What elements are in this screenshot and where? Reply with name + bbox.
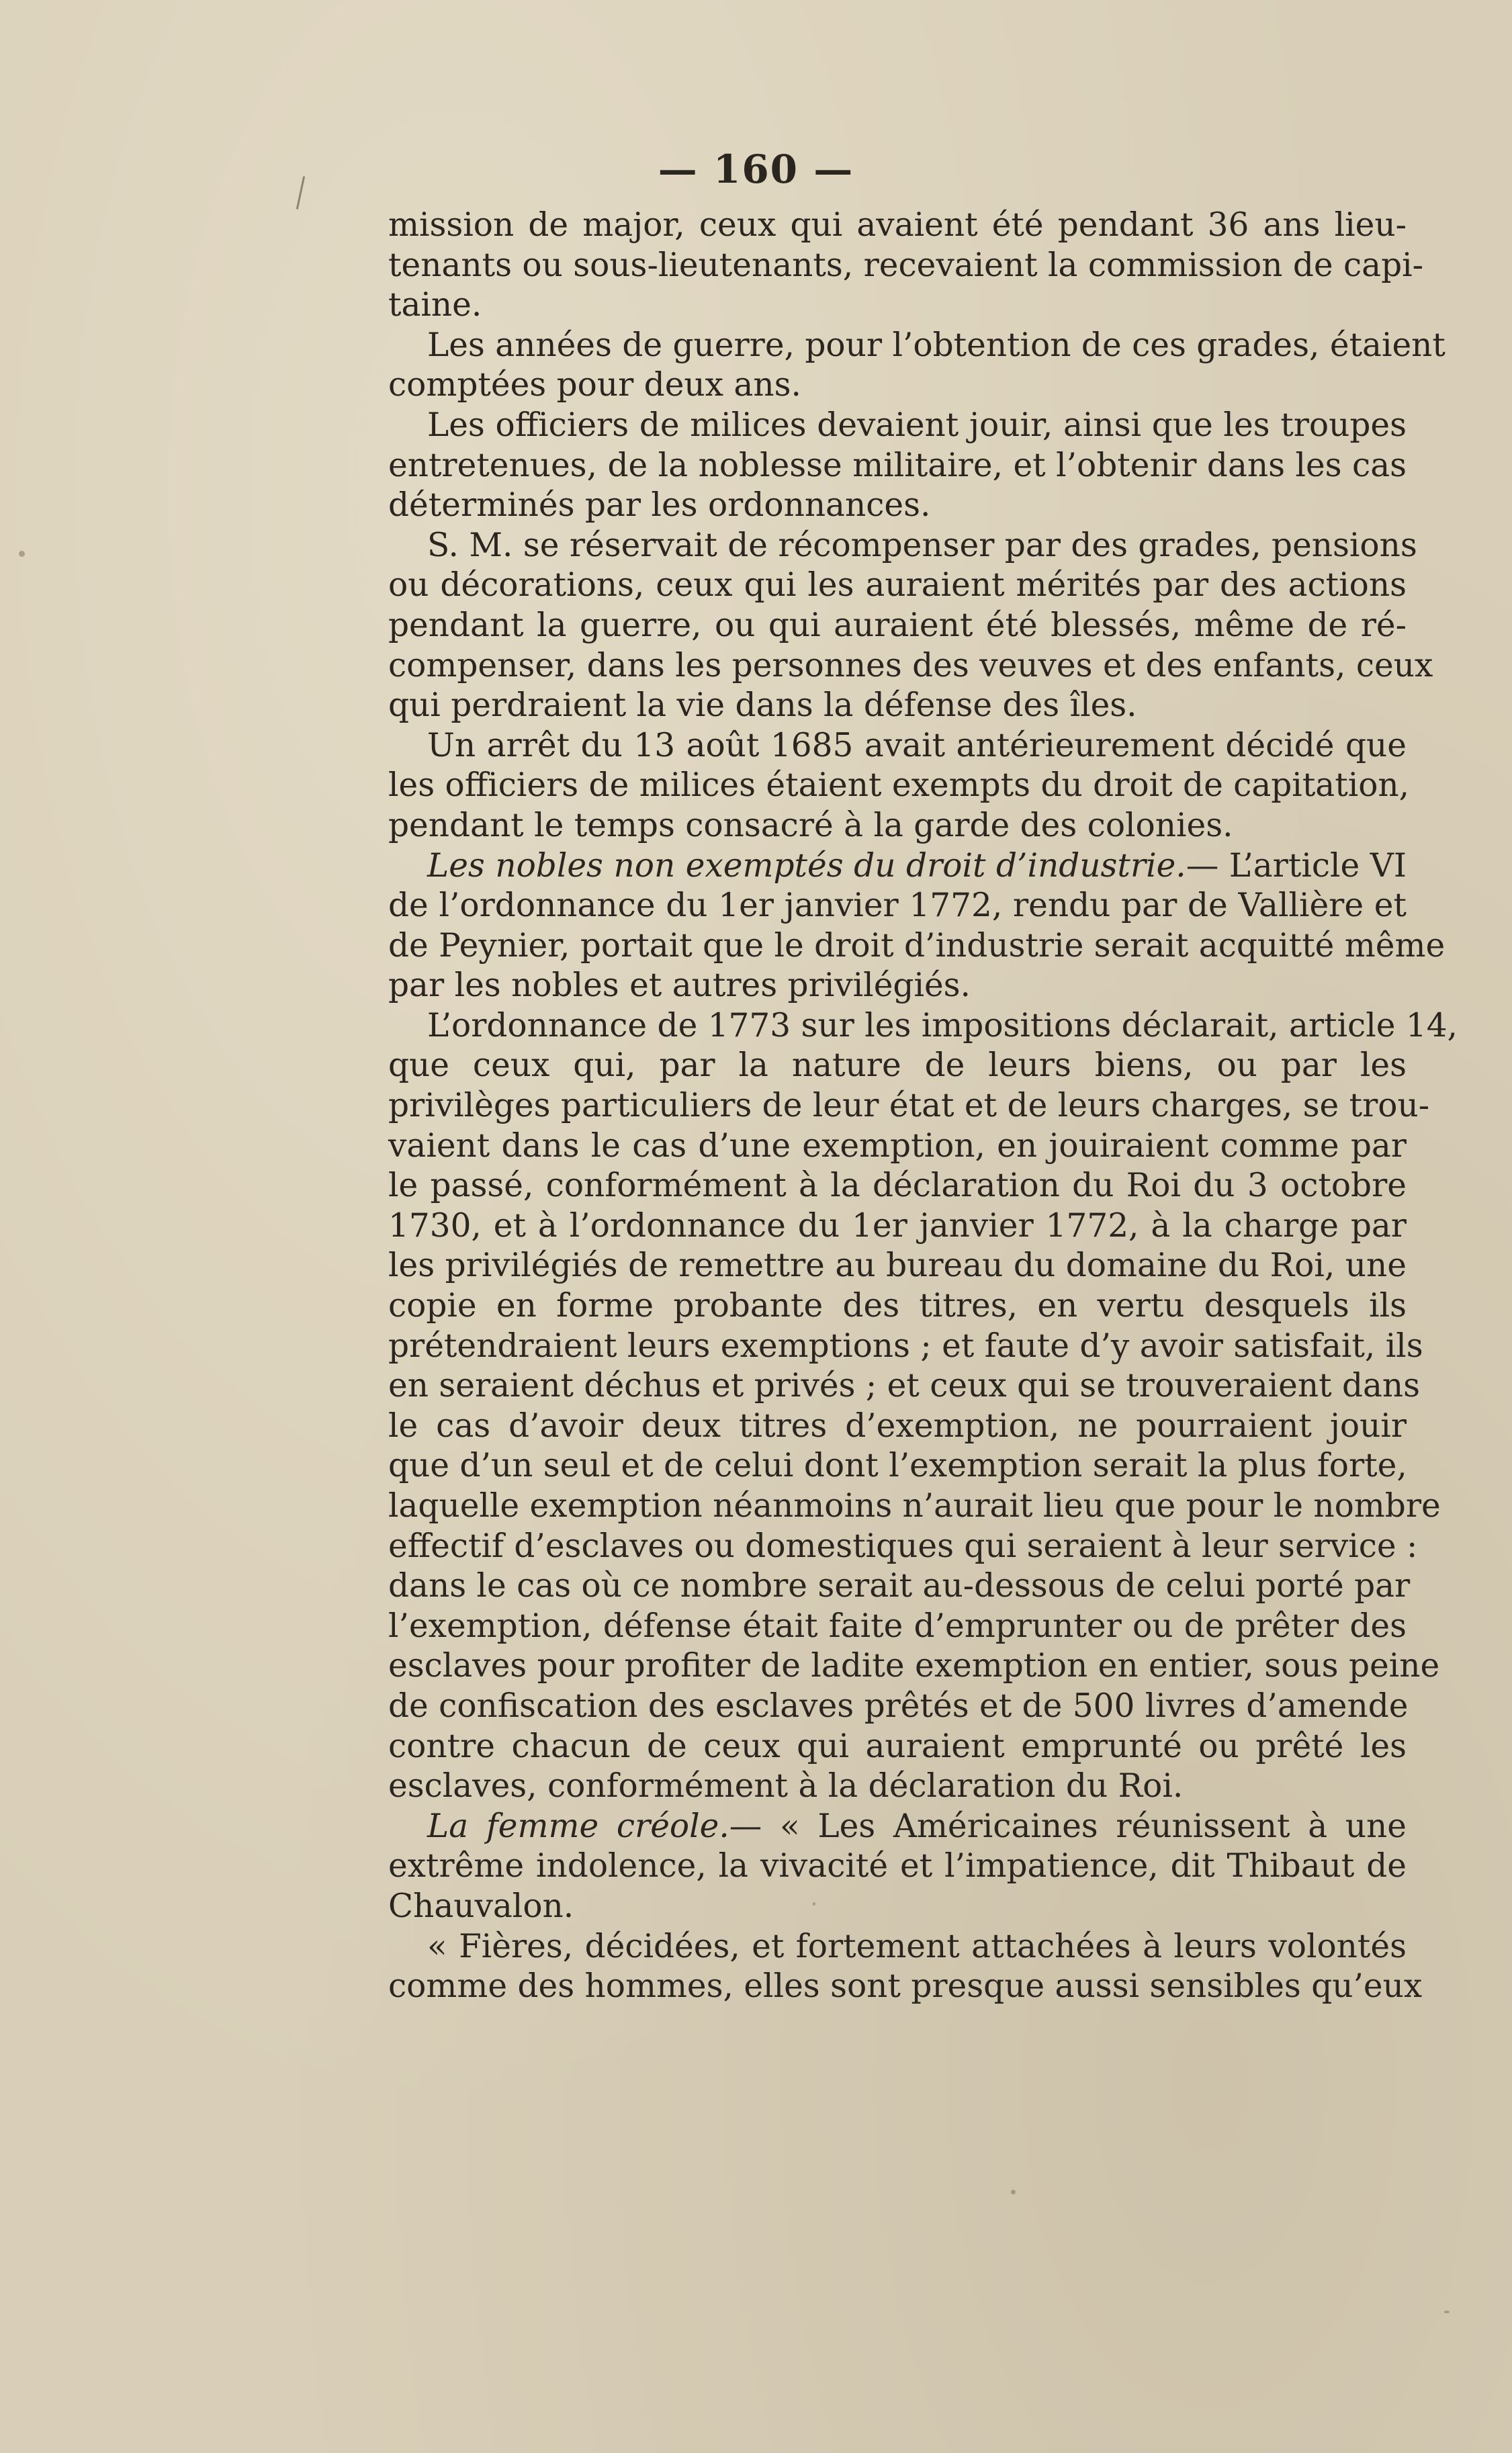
text-line: le passé, conformément à la déclaration du Roi du 3 octobre	[388, 1167, 1407, 1205]
paper-speck	[813, 1902, 815, 1906]
text-line: prétendraient leurs exemptions ; et faute d’y avoir satisfait, ils	[388, 1327, 1423, 1365]
text-line: L’ordonnance de 1773 sur les impositions déclarait, article 14,	[427, 1006, 1458, 1044]
text-line: mission de major, ceux qui avaient été pendant 36 ans lieu-	[388, 206, 1407, 244]
text-line: les privilégiés de remettre au bureau du domaine du Roi, une	[388, 1247, 1407, 1285]
text-line: le cas d’avoir deux titres d’exemption, ne pourraient jouir	[388, 1407, 1407, 1445]
text-line: que d’un seul et de celui dont l’exemption serait la plus forte,	[388, 1447, 1407, 1485]
text-line: de l’ordonnance du 1er janvier 1772, rendu par de Vallière et	[388, 887, 1407, 925]
text-line: l’exemption, défense était faite d’emprunter ou de prêter des	[388, 1607, 1407, 1645]
text-line: ou décorations, ceux qui les auraient mérités par des actions	[388, 566, 1407, 605]
text-line: de Peynier, portait que le droit d’industrie serait acquitté même	[388, 926, 1446, 965]
page-number: — 160 —	[658, 146, 854, 192]
text-line: qui perdraient la vie dans la défense des îles.	[388, 686, 1137, 725]
text-line: de confiscation des esclaves prêtés et de 500 livres d’amende	[388, 1687, 1409, 1725]
paper-speck	[1444, 2311, 1450, 2313]
text-line: que ceux qui, par la nature de leurs biens, ou par les	[388, 1046, 1407, 1085]
text-line: Les nobles non exemptés du droit d’industrie.— L’article VI	[427, 846, 1407, 885]
text-line: Chauvalon.	[388, 1887, 574, 1925]
text-line: « Fières, décidées, et fortement attachées à leurs volontés	[427, 1927, 1407, 1965]
text-line: extrême indolence, la vivacité et l’impatience, dit Thibaut de	[388, 1847, 1407, 1885]
text-line: pendant la guerre, ou qui auraient été blessés, même de ré-	[388, 606, 1407, 644]
text-line: en seraient déchus et privés ; et ceux qui se trouveraient dans	[388, 1367, 1421, 1405]
text-line: effectif d’esclaves ou domestiques qui seraient à leur service :	[388, 1527, 1418, 1565]
section-heading: Les nobles non exemptés du droit d’industrie.	[427, 846, 1186, 885]
text-line: dans le cas où ce nombre serait au-dessous de celui porté par	[388, 1567, 1411, 1605]
text-line: entretenues, de la noblesse militaire, et l’obtenir dans les cas	[388, 446, 1407, 484]
section-heading: La femme créole.	[427, 1807, 729, 1845]
text-line: déterminés par les ordonnances.	[388, 486, 931, 525]
text-line: les officiers de milices étaient exempts du droit de capitation,	[388, 766, 1410, 805]
text-line: vaient dans le cas d’une exemption, en jouiraient comme par	[388, 1126, 1407, 1165]
text-line: taine.	[388, 286, 482, 324]
text-line: S. M. se réservait de récompenser par des grades, pensions	[427, 526, 1417, 564]
text-line: Un arrêt du 13 août 1685 avait antérieurement décidé que	[427, 726, 1407, 764]
text-line: pendant le temps consacré à la garde des colonies.	[388, 806, 1233, 844]
text-line: par les nobles et autres privilégiés.	[388, 967, 971, 1005]
text-line: Les années de guerre, pour l’obtention de ces grades, étaient	[427, 326, 1446, 364]
text-line: tenants ou sous-lieutenants, recevaient la commission de capi-	[388, 246, 1424, 284]
body-text	[388, 206, 1458, 2007]
paper-speck	[19, 551, 25, 557]
text-line: comptées pour deux ans.	[388, 366, 801, 404]
text-line: esclaves, conformément à la déclaration du Roi.	[388, 1767, 1184, 1805]
text-line: comme des hommes, elles sont presque aussi sensibles qu’eux	[388, 1967, 1423, 2006]
text-line: contre chacun de ceux qui auraient emprunté ou prêté les	[388, 1727, 1407, 1765]
text-line: compenser, dans les personnes des veuves et des enfants, ceux	[388, 646, 1433, 684]
text-line: La femme créole.— « Les Américaines réunissent à une	[427, 1807, 1407, 1845]
text-line: privilèges particuliers de leur état et de leurs charges, se trou-	[388, 1087, 1430, 1125]
text-line: Les officiers de milices devaient jouir, ainsi que les troupes	[427, 406, 1407, 444]
text-line: copie en forme probante des titres, en vertu desquels ils	[388, 1287, 1407, 1325]
text-line: 1730, et à l’ordonnance du 1er janvier 1772, à la charge par	[388, 1206, 1407, 1245]
paper-speck	[1011, 2190, 1016, 2194]
text-line: laquelle exemption néanmoins n’aurait lieu que pour le nombre	[388, 1487, 1441, 1525]
text-line: esclaves pour profiter de ladite exemption en entier, sous peine	[388, 1647, 1440, 1685]
